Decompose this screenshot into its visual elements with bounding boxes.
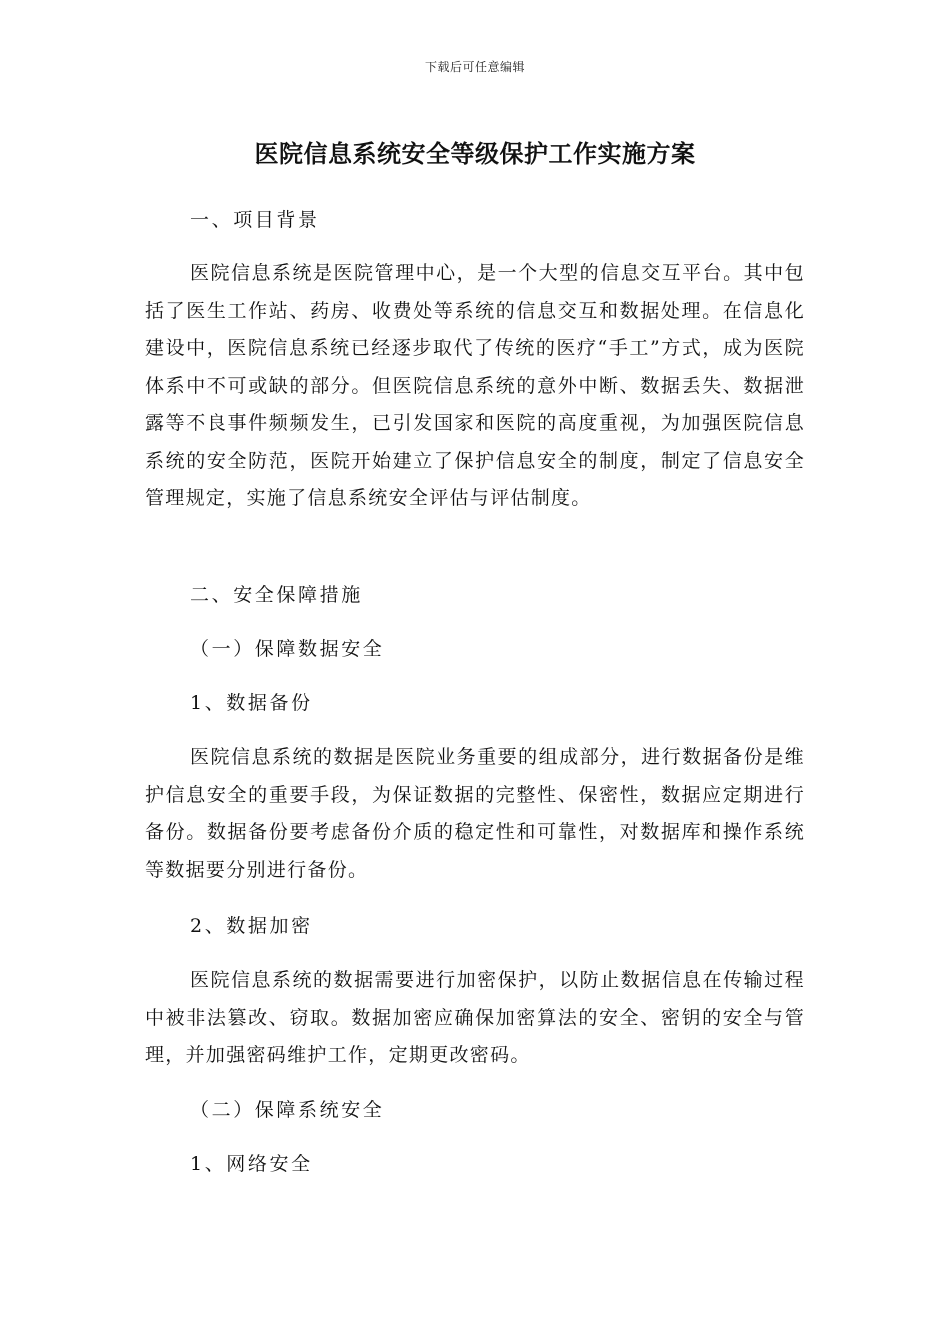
document-title: 医院信息系统安全等级保护工作实施方案 (254, 140, 696, 168)
section-heading-background (145, 202, 805, 240)
item-heading-network-security (145, 1146, 805, 1184)
download-note: 下载后可任意编辑 (424, 60, 525, 74)
section-heading-measures (145, 577, 805, 615)
heading-text: （一）保障数据安全 (190, 638, 385, 660)
heading-text: 二、安全保障措施 (190, 584, 363, 606)
item-heading-data-backup (145, 685, 805, 723)
paragraph-text: 医院信息系统的数据需要进行加密保护，以防止数据信息在传输过程中被非法篡改、窃取。数据加密应确保加密算法的安全、密钥的安全与管理，并加强密码维护工作，定期更改密码。 (145, 969, 805, 1066)
heading-text: 1、数据备份 (190, 692, 313, 714)
heading-text: 2、数据加密 (190, 915, 313, 937)
heading-text: 一、项目背景 (190, 209, 320, 231)
item-heading-data-encryption (145, 908, 805, 946)
paragraph-background (145, 255, 805, 518)
subsection-heading-data-security (145, 631, 805, 669)
heading-text: （二）保障系统安全 (190, 1099, 385, 1121)
subsection-heading-system-security (145, 1092, 805, 1130)
heading-text: 1、网络安全 (190, 1153, 313, 1175)
paragraph-text: 医院信息系统是医院管理中心，是一个大型的信息交互平台。其中包括了医生工作站、药房、收费处等系统的信息交互和数据处理。在信息化建设中，医院信息系统已经逐步取代了传统的医疗“手工”方式，成为医院体系中不可或缺的部分。但医院信息系统的意外中断、数据丢失、数据泄露等不良事件频频发生，已引发国家和医院的高度重视，为加强医院信息系统的安全防范，医院开始建立了保护信息安全的制度，制定了信息安全管理规定，实施了信息系统安全评估与评估制度。 (145, 262, 805, 509)
paragraph-data-backup (145, 739, 805, 889)
paragraph-text: 医院信息系统的数据是医院业务重要的组成部分，进行数据备份是维护信息安全的重要手段，为保证数据的完整性、保密性，数据应定期进行备份。数据备份要考虑备份介质的稳定性和可靠性，对数据库和操作系统等数据要分别进行备份。 (145, 746, 805, 881)
paragraph-data-encryption (145, 962, 805, 1075)
